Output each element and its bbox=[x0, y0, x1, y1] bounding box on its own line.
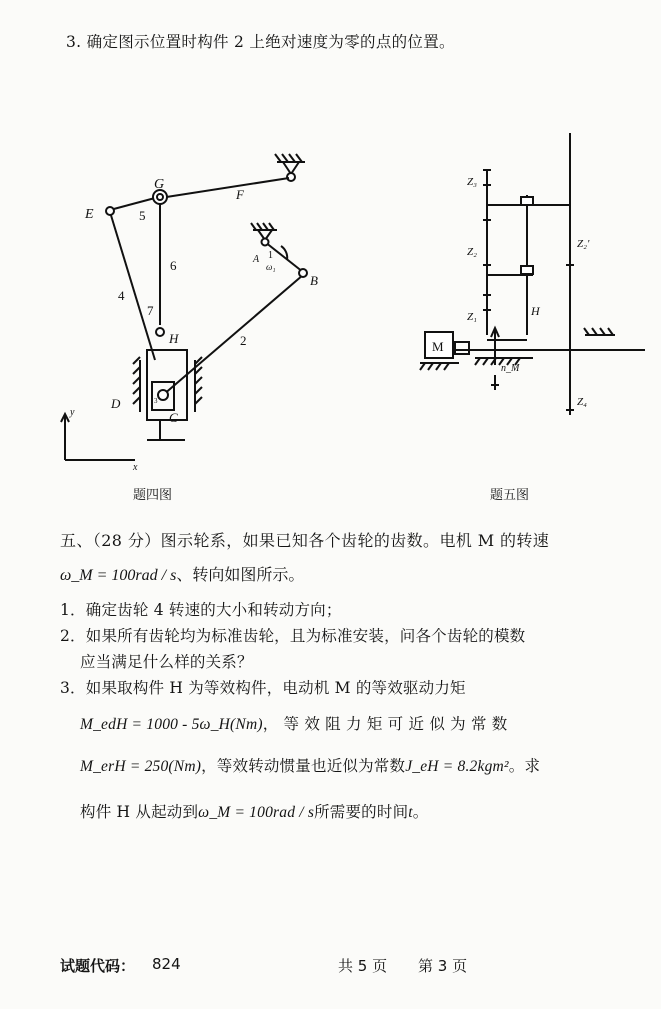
label-6: 6 bbox=[170, 258, 177, 273]
label-h: H bbox=[169, 331, 179, 346]
item-3-last bbox=[80, 800, 428, 822]
last-formula: ω_M = 100rad / s bbox=[198, 804, 315, 821]
label-4: 4 bbox=[118, 288, 125, 303]
figure-5-caption: 题五图 bbox=[490, 488, 530, 503]
label-y: y bbox=[70, 407, 75, 418]
section-5-title: 五、（28 分）图示轮系，如果已知各个齿轮的齿数。电机 M 的转速 bbox=[60, 531, 550, 550]
last-end: 。 bbox=[412, 803, 429, 821]
omega-m-formula: ω_M = 100rad / s bbox=[60, 567, 177, 584]
footer-current-page: 第 3 页 bbox=[418, 957, 468, 975]
item-3-merh bbox=[80, 754, 540, 776]
figure-4-caption: 题四图 bbox=[133, 488, 173, 503]
last-pre: 构件 H 从起动到 bbox=[80, 803, 199, 821]
footer-code-value: 824 bbox=[152, 955, 181, 973]
label-7: 7 bbox=[147, 303, 154, 318]
label-omega: ω₁ bbox=[266, 262, 276, 272]
label-d: D bbox=[111, 396, 121, 411]
label-c: C bbox=[169, 410, 178, 425]
label-z3: Z₃ bbox=[467, 176, 477, 188]
footer-total-pages: 共 5 页 bbox=[338, 957, 388, 975]
section-5-line2 bbox=[60, 562, 304, 585]
medh-formula: M_edH = 1000 - 5ω_H(Nm) bbox=[80, 716, 263, 733]
label-f: F bbox=[236, 187, 244, 202]
label-1: 1 bbox=[268, 250, 273, 261]
item-3-medh bbox=[80, 712, 508, 734]
label-x: x bbox=[133, 462, 138, 473]
link-gf bbox=[160, 178, 289, 198]
label-z1: Z₁ bbox=[467, 311, 477, 323]
link-5 bbox=[110, 198, 155, 210]
item-1: 1．确定齿轮 4 转速的大小和转动方向； bbox=[60, 601, 342, 619]
label-z4: Z₄ bbox=[577, 396, 587, 408]
label-5: 5 bbox=[139, 208, 146, 223]
label-3: 3 bbox=[154, 397, 158, 405]
label-h: H bbox=[531, 304, 540, 318]
question-3-text: 3. 确定图示位置时构件 2 上绝对速度为零的点的位置。 bbox=[66, 33, 455, 51]
section-5-line2-text: 、转向如图所示。 bbox=[176, 565, 305, 584]
label-z2p: Z₂' bbox=[577, 238, 590, 250]
label-a: A bbox=[253, 254, 260, 265]
link-2 bbox=[163, 275, 303, 395]
merh-text: ，等效转动惯量也近似为常数 bbox=[201, 757, 406, 775]
label-b: B bbox=[310, 273, 318, 288]
merh-formula: M_erH = 250(Nm) bbox=[80, 758, 202, 775]
label-e: E bbox=[85, 207, 94, 222]
label-z2: Z₂ bbox=[467, 246, 477, 258]
merh-end: 。求 bbox=[508, 757, 541, 775]
label-g: G bbox=[154, 177, 165, 192]
label-m: M bbox=[432, 339, 444, 354]
last-t: t bbox=[408, 804, 413, 821]
last-post: 所需要的时间 bbox=[314, 803, 409, 821]
figure-4-linkage bbox=[55, 150, 345, 480]
item-3: 3．如果取构件 H 为等效构件，电动机 M 的等效驱动力矩 bbox=[60, 679, 466, 697]
item-2-cont: 应当满足什么样的关系？ bbox=[80, 653, 253, 671]
medh-text: ， 等 效 阻 力 矩 可 近 似 为 常 数 bbox=[262, 715, 508, 733]
link-4 bbox=[110, 212, 155, 360]
jeh-formula: J_eH = 8.2kgm² bbox=[405, 758, 509, 775]
item-2: 2．如果所有齿轮均为标准齿轮，且为标准安装，问各个齿轮的模数 bbox=[60, 627, 526, 645]
footer-code-label: 试题代码： bbox=[60, 957, 136, 975]
label-2: 2 bbox=[240, 333, 247, 348]
figure-5-gear-train bbox=[415, 125, 645, 425]
label-nm: n_M bbox=[501, 363, 520, 374]
